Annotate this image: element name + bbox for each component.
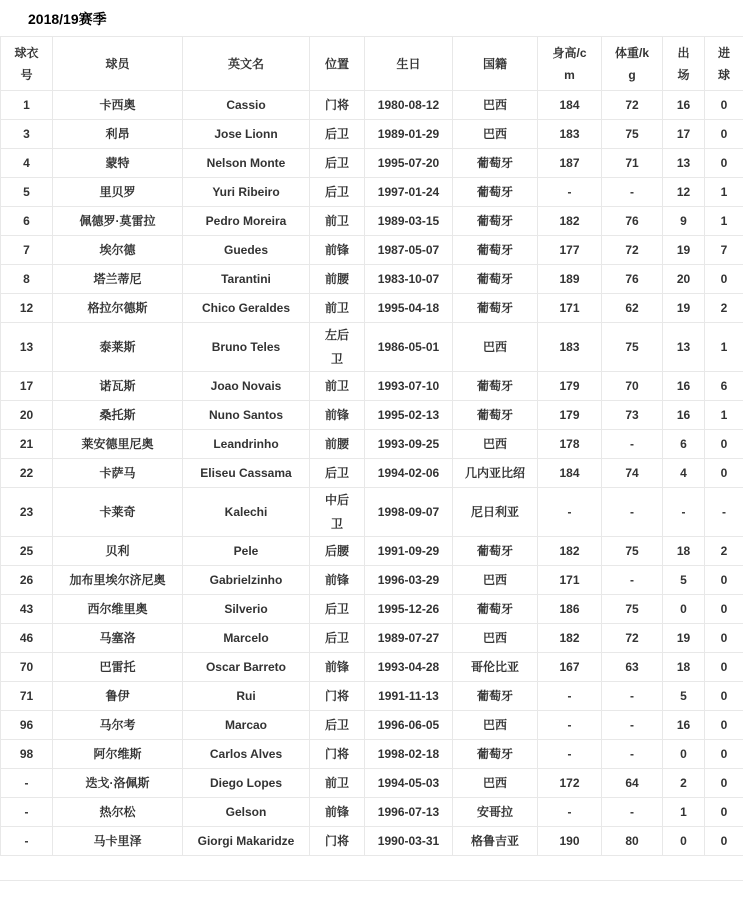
cell-nationality: 葡萄牙	[453, 178, 538, 207]
cell-position: 前锋	[310, 566, 365, 595]
cell-birthday: 1996-06-05	[365, 711, 453, 740]
cell-player: 迭戈·洛佩斯	[53, 769, 183, 798]
cell-english_name: Joao Novais	[183, 372, 310, 401]
cell-birthday: 1995-07-20	[365, 149, 453, 178]
cell-nationality: 巴西	[453, 711, 538, 740]
cell-weight: 71	[602, 149, 663, 178]
cell-jersey: 26	[1, 566, 53, 595]
cell-height: -	[538, 711, 602, 740]
cell-position: 前卫	[310, 372, 365, 401]
cell-player: 桑托斯	[53, 401, 183, 430]
cell-birthday: 1998-09-07	[365, 488, 453, 537]
cell-height: 184	[538, 459, 602, 488]
cell-nationality: 葡萄牙	[453, 740, 538, 769]
cell-nationality: 葡萄牙	[453, 682, 538, 711]
cell-height: 167	[538, 653, 602, 682]
cell-goals: 6	[705, 372, 743, 401]
cell-height: -	[538, 488, 602, 537]
cell-goals: 0	[705, 265, 743, 294]
cell-goals: 0	[705, 459, 743, 488]
cell-player: 诺瓦斯	[53, 372, 183, 401]
cell-english_name: Guedes	[183, 236, 310, 265]
cell-nationality: 巴西	[453, 91, 538, 120]
cell-player: 马卡里泽	[53, 827, 183, 856]
cell-goals: 0	[705, 91, 743, 120]
cell-height: 190	[538, 827, 602, 856]
cell-goals: 1	[705, 178, 743, 207]
cell-appearances: 1	[663, 798, 705, 827]
cell-jersey: 1	[1, 91, 53, 120]
cell-birthday: 1993-04-28	[365, 653, 453, 682]
cell-weight: 76	[602, 265, 663, 294]
player-row	[1, 624, 743, 653]
cell-english_name: Marcao	[183, 711, 310, 740]
cell-player: 里贝罗	[53, 178, 183, 207]
cell-english_name: Yuri Ribeiro	[183, 178, 310, 207]
cell-birthday: 1995-04-18	[365, 294, 453, 323]
cell-birthday: 1991-09-29	[365, 537, 453, 566]
cell-weight: -	[602, 488, 663, 537]
cell-nationality: 葡萄牙	[453, 401, 538, 430]
player-row	[1, 682, 743, 711]
cell-position: 门将	[310, 827, 365, 856]
cell-nationality: 葡萄牙	[453, 595, 538, 624]
cell-nationality: 巴西	[453, 566, 538, 595]
cell-jersey: 12	[1, 294, 53, 323]
player-row	[1, 323, 743, 372]
cell-goals: 0	[705, 769, 743, 798]
cell-position: 后卫	[310, 149, 365, 178]
player-row	[1, 120, 743, 149]
cell-weight: -	[602, 682, 663, 711]
cell-english_name: Tarantini	[183, 265, 310, 294]
cell-nationality: 巴西	[453, 624, 538, 653]
cell-birthday: 1993-09-25	[365, 430, 453, 459]
cell-weight: 74	[602, 459, 663, 488]
cell-appearances: 17	[663, 120, 705, 149]
cell-weight: 76	[602, 207, 663, 236]
cell-player: 马尔考	[53, 711, 183, 740]
cell-jersey: 20	[1, 401, 53, 430]
cell-appearances: 0	[663, 827, 705, 856]
cell-english_name: Pedro Moreira	[183, 207, 310, 236]
player-row	[1, 566, 743, 595]
player-row	[1, 178, 743, 207]
cell-weight: 64	[602, 769, 663, 798]
cell-english_name: Leandrinho	[183, 430, 310, 459]
column-header-nationality: 国籍	[453, 37, 538, 91]
player-row	[1, 595, 743, 624]
cell-goals: 0	[705, 566, 743, 595]
cell-english_name: Chico Geraldes	[183, 294, 310, 323]
cell-position: 前腰	[310, 265, 365, 294]
cell-goals: 0	[705, 827, 743, 856]
cell-height: 187	[538, 149, 602, 178]
cell-nationality: 尼日利亚	[453, 488, 538, 537]
cell-english_name: Rui	[183, 682, 310, 711]
cell-goals: 0	[705, 798, 743, 827]
cell-weight: 72	[602, 91, 663, 120]
cell-height: 183	[538, 323, 602, 372]
cell-english_name: Carlos Alves	[183, 740, 310, 769]
cell-goals: 0	[705, 430, 743, 459]
player-row	[1, 740, 743, 769]
cell-position: 前锋	[310, 401, 365, 430]
cell-nationality: 几内亚比绍	[453, 459, 538, 488]
player-row	[1, 827, 743, 856]
cell-birthday: 1991-11-13	[365, 682, 453, 711]
player-row	[1, 459, 743, 488]
cell-height: 189	[538, 265, 602, 294]
cell-jersey: 70	[1, 653, 53, 682]
cell-goals: 2	[705, 537, 743, 566]
cell-weight: 73	[602, 401, 663, 430]
player-row	[1, 488, 743, 537]
cell-appearances: 0	[663, 740, 705, 769]
cell-goals: 1	[705, 323, 743, 372]
cell-position: 门将	[310, 740, 365, 769]
cell-goals: 0	[705, 120, 743, 149]
cell-player: 卡莱奇	[53, 488, 183, 537]
cell-birthday: 1986-05-01	[365, 323, 453, 372]
cell-goals: 0	[705, 624, 743, 653]
cell-player: 鲁伊	[53, 682, 183, 711]
cell-birthday: 1989-03-15	[365, 207, 453, 236]
cell-height: 183	[538, 120, 602, 149]
cell-goals: 1	[705, 401, 743, 430]
cell-weight: 75	[602, 323, 663, 372]
cell-position: 前卫	[310, 207, 365, 236]
cell-goals: 1	[705, 207, 743, 236]
cell-player: 莱安德里尼奥	[53, 430, 183, 459]
cell-english_name: Cassio	[183, 91, 310, 120]
cell-position: 后腰	[310, 537, 365, 566]
cell-position: 后卫	[310, 711, 365, 740]
cell-position: 后卫	[310, 459, 365, 488]
cell-birthday: 1983-10-07	[365, 265, 453, 294]
cell-goals: 0	[705, 711, 743, 740]
cell-appearances: 6	[663, 430, 705, 459]
cell-height: 182	[538, 207, 602, 236]
cell-position: 左后卫	[310, 323, 365, 372]
cell-jersey: 4	[1, 149, 53, 178]
cell-appearances: 4	[663, 459, 705, 488]
cell-player: 加布里埃尔济尼奥	[53, 566, 183, 595]
cell-jersey: 7	[1, 236, 53, 265]
cell-english_name: Jose Lionn	[183, 120, 310, 149]
cell-birthday: 1994-02-06	[365, 459, 453, 488]
cell-nationality: 葡萄牙	[453, 236, 538, 265]
column-header-english_name: 英文名	[183, 37, 310, 91]
cell-jersey: -	[1, 769, 53, 798]
cell-appearances: 19	[663, 236, 705, 265]
cell-player: 埃尔德	[53, 236, 183, 265]
cell-jersey: 6	[1, 207, 53, 236]
player-row	[1, 769, 743, 798]
cell-appearances: -	[663, 488, 705, 537]
cell-birthday: 1990-03-31	[365, 827, 453, 856]
cell-weight: 80	[602, 827, 663, 856]
cell-jersey: 43	[1, 595, 53, 624]
player-row	[1, 798, 743, 827]
cell-nationality: 哥伦比亚	[453, 653, 538, 682]
cell-jersey: 17	[1, 372, 53, 401]
cell-goals: 0	[705, 149, 743, 178]
cell-appearances: 13	[663, 323, 705, 372]
cell-player: 热尔松	[53, 798, 183, 827]
player-row	[1, 653, 743, 682]
cell-weight: 72	[602, 624, 663, 653]
cell-position: 门将	[310, 91, 365, 120]
cell-birthday: 1996-07-13	[365, 798, 453, 827]
cell-appearances: 16	[663, 401, 705, 430]
player-row	[1, 294, 743, 323]
cell-weight: 75	[602, 595, 663, 624]
cell-player: 佩德罗·莫雷拉	[53, 207, 183, 236]
squad-table-header	[1, 37, 743, 91]
cell-nationality: 葡萄牙	[453, 294, 538, 323]
player-row	[1, 401, 743, 430]
cell-english_name: Gabrielzinho	[183, 566, 310, 595]
column-header-height: 身高/cm	[538, 37, 602, 91]
cell-weight: -	[602, 430, 663, 459]
cell-goals: 0	[705, 595, 743, 624]
cell-position: 后卫	[310, 178, 365, 207]
cell-player: 阿尔维斯	[53, 740, 183, 769]
cell-english_name: Gelson	[183, 798, 310, 827]
squad-table-body	[1, 91, 743, 856]
cell-jersey: 5	[1, 178, 53, 207]
cell-weight: -	[602, 178, 663, 207]
cell-jersey: 23	[1, 488, 53, 537]
cell-english_name: Eliseu Cassama	[183, 459, 310, 488]
cell-appearances: 13	[663, 149, 705, 178]
cell-goals: 0	[705, 653, 743, 682]
cell-height: -	[538, 798, 602, 827]
cell-player: 格拉尔德斯	[53, 294, 183, 323]
cell-english_name: Nuno Santos	[183, 401, 310, 430]
cell-nationality: 葡萄牙	[453, 265, 538, 294]
player-row	[1, 711, 743, 740]
cell-position: 后卫	[310, 120, 365, 149]
cell-appearances: 0	[663, 595, 705, 624]
cell-weight: 62	[602, 294, 663, 323]
cell-weight: 72	[602, 236, 663, 265]
squad-table	[0, 36, 743, 856]
cell-height: -	[538, 740, 602, 769]
cell-weight: 70	[602, 372, 663, 401]
cell-goals: 0	[705, 740, 743, 769]
cell-jersey: 21	[1, 430, 53, 459]
cell-nationality: 葡萄牙	[453, 537, 538, 566]
cell-nationality: 安哥拉	[453, 798, 538, 827]
column-header-weight: 体重/kg	[602, 37, 663, 91]
cell-english_name: Silverio	[183, 595, 310, 624]
cell-goals: 0	[705, 682, 743, 711]
cell-height: -	[538, 178, 602, 207]
cell-appearances: 18	[663, 653, 705, 682]
header-row	[1, 37, 743, 91]
cell-english_name: Marcelo	[183, 624, 310, 653]
cell-nationality: 葡萄牙	[453, 207, 538, 236]
cell-jersey: 25	[1, 537, 53, 566]
cell-height: 182	[538, 537, 602, 566]
cell-player: 西尔维里奥	[53, 595, 183, 624]
cell-birthday: 1989-07-27	[365, 624, 453, 653]
cell-nationality: 葡萄牙	[453, 372, 538, 401]
cell-player: 蒙特	[53, 149, 183, 178]
player-row	[1, 91, 743, 120]
cell-appearances: 16	[663, 372, 705, 401]
cell-nationality: 巴西	[453, 120, 538, 149]
cell-weight: -	[602, 711, 663, 740]
cell-appearances: 16	[663, 711, 705, 740]
cell-birthday: 1980-08-12	[365, 91, 453, 120]
cell-height: 179	[538, 401, 602, 430]
cell-jersey: 3	[1, 120, 53, 149]
cell-weight: 63	[602, 653, 663, 682]
cell-height: 178	[538, 430, 602, 459]
cell-english_name: Nelson Monte	[183, 149, 310, 178]
cell-birthday: 1995-02-13	[365, 401, 453, 430]
cell-height: 177	[538, 236, 602, 265]
cell-weight: -	[602, 566, 663, 595]
cell-height: 186	[538, 595, 602, 624]
cell-nationality: 巴西	[453, 323, 538, 372]
column-header-goals: 进球	[705, 37, 743, 91]
cell-english_name: Diego Lopes	[183, 769, 310, 798]
cell-appearances: 5	[663, 566, 705, 595]
cell-english_name: Pele	[183, 537, 310, 566]
cell-appearances: 9	[663, 207, 705, 236]
column-header-appearances: 出场	[663, 37, 705, 91]
cell-appearances: 2	[663, 769, 705, 798]
cell-weight: -	[602, 798, 663, 827]
cell-jersey: 71	[1, 682, 53, 711]
cell-appearances: 12	[663, 178, 705, 207]
cell-appearances: 20	[663, 265, 705, 294]
cell-english_name: Oscar Barreto	[183, 653, 310, 682]
cell-english_name: Giorgi Makaridze	[183, 827, 310, 856]
cell-height: 172	[538, 769, 602, 798]
cell-goals: 2	[705, 294, 743, 323]
cell-jersey: -	[1, 798, 53, 827]
cell-nationality: 格鲁吉亚	[453, 827, 538, 856]
cell-birthday: 1993-07-10	[365, 372, 453, 401]
cell-position: 中后卫	[310, 488, 365, 537]
column-header-jersey: 球衣号	[1, 37, 53, 91]
cell-birthday: 1996-03-29	[365, 566, 453, 595]
cell-height: 171	[538, 566, 602, 595]
cell-jersey: 13	[1, 323, 53, 372]
cell-birthday: 1994-05-03	[365, 769, 453, 798]
cell-birthday: 1997-01-24	[365, 178, 453, 207]
player-row	[1, 236, 743, 265]
cell-english_name: Bruno Teles	[183, 323, 310, 372]
cell-height: 184	[538, 91, 602, 120]
cell-jersey: -	[1, 827, 53, 856]
cell-jersey: 22	[1, 459, 53, 488]
cell-position: 前卫	[310, 769, 365, 798]
cell-jersey: 98	[1, 740, 53, 769]
cell-player: 塔兰蒂尼	[53, 265, 183, 294]
column-header-birthday: 生日	[365, 37, 453, 91]
cell-position: 门将	[310, 682, 365, 711]
cell-birthday: 1995-12-26	[365, 595, 453, 624]
cell-position: 后卫	[310, 595, 365, 624]
cell-player: 泰莱斯	[53, 323, 183, 372]
cell-jersey: 96	[1, 711, 53, 740]
column-header-player: 球员	[53, 37, 183, 91]
section-divider	[0, 856, 743, 881]
cell-appearances: 19	[663, 294, 705, 323]
player-row	[1, 265, 743, 294]
page-title: 2018/19赛季	[28, 11, 107, 27]
cell-height: -	[538, 682, 602, 711]
cell-birthday: 1998-02-18	[365, 740, 453, 769]
cell-appearances: 16	[663, 91, 705, 120]
player-row	[1, 537, 743, 566]
cell-player: 利昂	[53, 120, 183, 149]
cell-jersey: 46	[1, 624, 53, 653]
cell-goals: 7	[705, 236, 743, 265]
cell-player: 贝利	[53, 537, 183, 566]
cell-weight: 75	[602, 120, 663, 149]
cell-position: 前腰	[310, 430, 365, 459]
cell-english_name: Kalechi	[183, 488, 310, 537]
cell-nationality: 葡萄牙	[453, 149, 538, 178]
player-row	[1, 430, 743, 459]
cell-appearances: 18	[663, 537, 705, 566]
cell-goals: -	[705, 488, 743, 537]
cell-height: 179	[538, 372, 602, 401]
cell-player: 卡西奥	[53, 91, 183, 120]
column-header-position: 位置	[310, 37, 365, 91]
cell-player: 卡萨马	[53, 459, 183, 488]
cell-player: 马塞洛	[53, 624, 183, 653]
cell-position: 前卫	[310, 294, 365, 323]
cell-position: 前锋	[310, 653, 365, 682]
player-row	[1, 372, 743, 401]
player-row	[1, 149, 743, 178]
cell-appearances: 19	[663, 624, 705, 653]
cell-position: 前锋	[310, 798, 365, 827]
cell-nationality: 巴西	[453, 769, 538, 798]
cell-height: 182	[538, 624, 602, 653]
cell-position: 前锋	[310, 236, 365, 265]
cell-birthday: 1989-01-29	[365, 120, 453, 149]
cell-appearances: 5	[663, 682, 705, 711]
cell-birthday: 1987-05-07	[365, 236, 453, 265]
cell-jersey: 8	[1, 265, 53, 294]
player-row	[1, 207, 743, 236]
cell-height: 171	[538, 294, 602, 323]
cell-player: 巴雷托	[53, 653, 183, 682]
cell-nationality: 巴西	[453, 430, 538, 459]
cell-position: 后卫	[310, 624, 365, 653]
cell-weight: 75	[602, 537, 663, 566]
cell-weight: -	[602, 740, 663, 769]
